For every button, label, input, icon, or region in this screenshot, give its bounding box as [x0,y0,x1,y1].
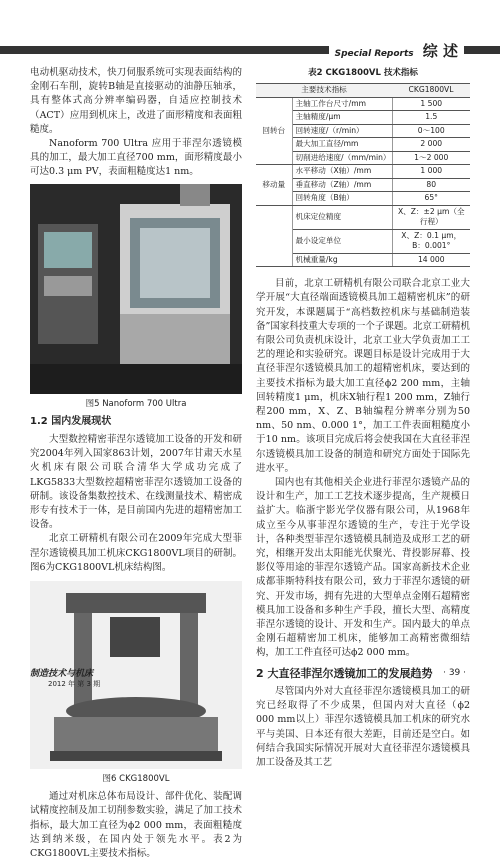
left-column [30,66,242,861]
paragraph: Nanoform 700 Ultra 应用于菲涅尔透镜模具的加工，最大加工直径700 mm，面形精度最小可达0.3 μm PV，表面粗糙度达1 nm。 [30,138,242,178]
issue-label: 2012 年 第 3 期 [48,680,101,688]
section-tag [329,40,464,61]
paragraph: 国内也有其他相关企业进行菲涅尔透镜产品的设计和生产，加工工艺技术逐步提高，生产规模日益扩大。临浙宇影光学仪器有限公司，从1968年成立至今从事菲涅尔透镜的生产，专注于光学设计，各种类型菲涅尔透镜模具制造及成形工艺的研究，相继开发出太阳能光伏聚光、背投影屏幕、投影仪等用途的菲涅尔透镜产品。国家高新技术企业成都菲斯特科技有限公司，致力于菲涅尔透镜的研究、开发市场，拥有先进的大型单点金刚石超精密模具加工设备和多种生产手段，擅长大型、高精度菲涅尔透镜的设计、开发和生产。国内最大的单点金刚石超精密加工机床，能够加工高精密微细结构，加工工件直径可达ϕ2 000 mm。 [256,477,470,659]
figure-caption: 图5 Nanoform 700 Ultra [85,398,187,409]
table-group-label: 移动量 [256,165,292,206]
paragraph: 电动机驱动技术，快刀伺服系统可实现表面结构的金刚石车削，旋转B轴是直接驱动的油静压轴承，具有整体式高分辨率编码器，自适应控制技术（ACT）应用到机床上，改进了面形精度和表面粗糙度。 [30,67,242,135]
table-cell-label: 回转角度（B轴） [292,192,392,206]
figure-nanoform [30,184,242,394]
table-cell-label: 最大加工直径/mm [292,138,392,152]
table-cell-label: 水平移动（X轴）/mm [292,165,392,179]
table-cell-value: X、Z：0.1 μm，B：0.001° [392,229,470,253]
table-header-param: 主要技术指标 [256,84,392,98]
table-cell-label: 垂直移动（Z轴）/mm [292,178,392,192]
table-header-row [256,84,470,98]
table-cell-label: 机床定位精度 [292,205,392,229]
table-header-value: CKG1800VL [392,84,470,98]
table-cell-value: 1 500 [392,97,470,111]
table-cell-value: 65° [392,192,470,206]
table-cell-label: 主轴精度/μm [292,111,392,125]
figure-caption: 图6 CKG1800VL [102,774,170,785]
page-footer [0,664,500,694]
table-cell-value: 1 000 [392,165,470,179]
table-cell-label: 主轴工作台尺寸/mm [292,97,392,111]
paragraph: 大型数控精密菲涅尔透镜加工设备的开发和研究2004年列入国家863计划，2007年甘肃天水星火机床有限公司联合清华大学成功完成了LKG5833大型数控超精密菲涅尔透镜加工设备的研制。该设备集数控技术、在线测量技术、精密成形专有技术于一体，是目前国内先进的超精密加工设备。 [30,434,242,531]
table-body [256,97,470,267]
table-cell-value: 1.5 [392,111,470,125]
paragraph: 目前，北京工研精机有限公司联合北京工业大学开展“大直径端面透镜模具加工超精密机床”的研究开发，本课题属于“高档数控机床与基础制造装备”国家科技重大专项的一个子课题。北京工研精机有限公司负责机床设计，北京工业大学负责加工工艺的理论和实验研究。课题目标是设计完成用于大直径菲涅尔透镜模具加工的超精密机床，要达到的主要技术指标为最大加工直径ϕ2 200 mm，主轴回转精度1 μm，机床X轴行程1 200 mm，Z轴行程200 mm，X、Z、B轴编程分辨率分别为50 nm、50 nm、0.000 1°，加工工件表面粗糙度小于10 nm。该项目完成后将会使我国在大直径菲涅尔透镜模具加工设备的制造和研究方面处于国际先进水平。 [256,278,470,474]
table-cell-value: X、Z：±2 μm（全行程） [392,205,470,229]
machine-photo-icon [30,184,242,394]
section-en: Special Reports [334,49,414,59]
table-cell-value: 1～2 000 [392,151,470,165]
section-heading: 1.2 国内发展现状 [30,415,112,427]
paragraph: 尽管国内外对大直径菲涅尔透镜模具加工的研究已经取得了不少成果，但国内对大直径（ϕ2 000 mm以上）菲涅尔透镜模具加工机床的研究水平与美国、日本还有很大差距，目前还是空白。如何结合我国实际情况开展对大直径菲涅尔透镜模具加工设备及其工艺 [256,685,470,768]
section-zh: 综 述 [422,42,458,60]
table-group-label [256,205,292,267]
table-cell-label: 切削进给速度/（mm/min） [292,151,392,165]
table-cell-label: 最小设定单位 [292,229,392,253]
page-number: · 39 · [443,668,466,678]
table-cell-label: 机械重量/kg [292,253,392,267]
table-cell-value: 0～100 [392,124,470,138]
paragraph: 通过对机床总体布局设计、部件优化、装配调试精度控制及加工切削参数实验，满足了加工技术指标，最大加工直径为ϕ2 000 mm，表面粗糙度达到纳米级，在国内处于领先水平。表2为CKG1800VL主要技术指标。 [30,791,242,860]
paragraph: 北京工研精机有限公司在2009年完成大型菲涅尔透镜模具加工机床CKG1800VL项目的研制。图6为CKG1800VL机床结构图。 [30,533,242,573]
table-row [256,97,470,111]
table-cell-value: 80 [392,178,470,192]
table-row [256,205,470,229]
table-cell-value: 14 000 [392,253,470,267]
section-heading: 2 大直径菲涅尔透镜加工的发展趋势 [256,666,433,680]
table-group-label: 回转台 [256,97,292,165]
spec-table [256,83,470,267]
table-cell-label: 回转速度/（r/min） [292,124,392,138]
table-title: 表2 CKG1800VL 技术指标 [308,68,418,78]
table-row [256,165,470,179]
page-header [0,0,500,62]
table-cell-value: 2 000 [392,138,470,152]
magazine-logo: 制造技术与机床 [30,669,94,679]
